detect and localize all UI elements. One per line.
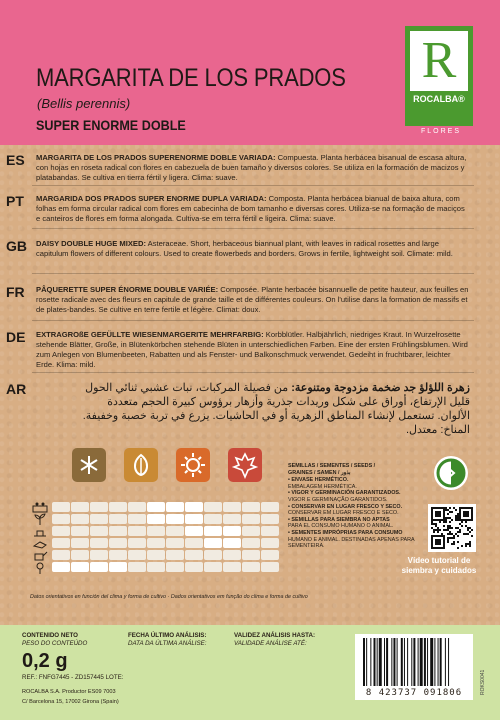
seeds-heading-2: GRAINES / SAMEN / بذور [288,469,351,476]
barcode-bar [379,638,382,686]
calendar-cell [166,514,184,524]
calendar-cell [223,550,241,560]
product-title: MARGARITA DE LOS PRADOS [36,64,346,92]
sowing-calendar [32,448,280,583]
calendar-cell [90,526,108,536]
calendar-cell [71,538,89,548]
sun-icon [176,448,210,482]
calendar-cell [128,562,146,572]
lang-title: زهرة اللؤلؤ جد ضخمة مزدوجة ومتنوعة: [291,382,470,394]
barcode-bar [424,638,426,686]
barcode-bar [386,638,388,686]
logo-letter: R [421,32,457,89]
barcode-bar [401,638,403,686]
calendar-cell [185,562,203,572]
lang-body: من فصيلة المركبات، نبات عشبي ثنائي الحول قليل الإرتفاع، أوراق على شكل وريدات جذرية وأزهار برؤوس كبيرة الحجم متعددة الألوان. تستعمل لإنشاء المناطق الزهرية أو في الحاشيات. يزرع في تربة خصبة وخفيفة. المناخ: معتدل. [82,382,470,436]
lang-description [36,194,470,224]
seeds-item: • CONSERVAR EN LUGAR FRESCO Y SECO. CONSERVAR EM LUGAR FRESCO E SECO. [288,503,403,517]
calendar-cell [204,562,222,572]
lot-ref: REF.: FNFG7445 - ZD157445 LOTE: [22,674,124,681]
calendar-cell [90,550,108,560]
calendar-cell [109,538,127,548]
summer-box [176,448,210,482]
calendar-cell [90,502,108,512]
calendar-cell [109,514,127,524]
logo-brand: ROCALBA® [413,94,465,104]
calendar-cell [261,514,279,524]
calendar-cell [166,538,184,548]
orientation-note: Datos orientativos en función del clima y forma de cultivo · Dados orientativos em função do clima e forma de cultivo [30,594,308,600]
validity-label-pt: VALIDADE ANÁLISE ATÉ: [234,639,307,647]
qr-code-icon [428,504,476,552]
barcode-bar [430,638,433,686]
barcode-bar [438,638,439,686]
calendar-cell [261,562,279,572]
last-analysis-block [128,632,207,647]
net-content-label: CONTENIDO NETO [22,632,78,639]
calendar-cell [166,562,184,572]
divider [32,273,474,274]
calendar-cell [52,526,70,536]
calendar-cell [204,502,222,512]
calendar-cell [128,514,146,524]
barcode-bar [420,638,423,686]
lang-code: DE [6,329,26,345]
leaf-icon [124,448,158,482]
calendar-cell [185,550,203,560]
barcode-bar [370,638,371,686]
calendar-cell [128,550,146,560]
calendar-cell [90,562,108,572]
lang-body: Compuesta. Planta herbácea bisanual de escasa altura, con hojas en roseta radical con flores en cabezuela de buen tamaño y diversos colores. Se utiliza en la formación de macizos y platabandas. Se cultiva en tierra fértil y ligera. Clima: suave. [36,153,467,182]
lang-title: DAISY DOUBLE HUGE MIXED: [36,239,146,248]
validity-label: VALIDEZ ANÁLISIS HASTA: [234,632,316,639]
calendar-cell [147,550,165,560]
divider [32,372,474,373]
calendar-cell [147,526,165,536]
net-weight: 0,2 g [22,650,68,672]
seeds-item: • ENVASE HERMÉTICO. EMBALAGEM HERMÉTICA. [288,477,357,490]
calendar-cell [223,514,241,524]
side-code: ROKS0041 [480,669,486,695]
lang-body: Korbblütler. Halbjährlich, niedriges Kraut. In Wurzelrosette stehende Blätter, Große, in Blütenkörbchen stehende Blüten in unterschiedlichen Farben. Eine der ersten Frühlingsblumen. Wird zum Anlegen von Blumenbeeten, Rabatten und als Fenster- und Balkonschmuck verwendet. Gedeiht in fruchtbarer, leichter Erde. Klima: mild. [36,330,468,369]
calendar-cell [242,550,260,560]
calendar-cell [109,526,127,536]
net-content-block [22,632,87,647]
video-qr-code[interactable] [428,504,476,552]
last-analysis-label-pt: DATA DA ÚLTIMA ANÁLISE: [128,639,207,647]
calendar-cell [185,538,203,548]
calendar-cell [52,562,70,572]
lang-body: Composée. Plante herbacée bisannuelle de petite hauteur, aux feuilles en rosette radicale avec des fleurs en capitule de grande taille et de différentes couleurs. On l'utilise dans la formation de massifs et de plates-bandes. Se cultive en terre fertile et légère. Climat: doux. [36,285,469,314]
barcode-bar [374,638,376,686]
calendar-cell [71,526,89,536]
calendar-cell [261,502,279,512]
recycling-logo [434,456,468,490]
barcode-bar [445,638,446,686]
calendar-cell [90,538,108,548]
barcode-bar [366,638,367,686]
company-address: C/ Barcelona 15, 17002 Girona (Spain) [22,699,119,705]
calendar-cell [52,514,70,524]
calendar-cell [204,550,222,560]
lang-description [36,285,470,315]
lang-body: Composta. Planta herbácea bianual de baixa altura, com folhas em forma circular radical com flores em cabecinha de bom tamanho e diversas cores. Utiliza-se na formação de maciços e canteiros de flores em forma alongada. Cultiva-se em terra fértil e ligeira. Clima: suave. [36,194,465,223]
calendar-cell [90,514,108,524]
lang-code: PT [6,193,24,209]
calendar-cell [185,514,203,524]
variety-name: SUPER ENORME DOBLE [36,117,186,133]
lang-body: Asteraceae. Short, herbaceous biannual plant, with leaves in radical rosettes and large capitulum flowers of different colours. Used to create flowerbeds and borders. Grows in fertile, lightweight soil. Climate: mild. [36,239,453,258]
calendar-cell [147,538,165,548]
calendar-cell [128,502,146,512]
calendar-cell [261,550,279,560]
divider [32,228,474,229]
barcode-bar [393,638,395,686]
spring-box [124,448,158,482]
lang-code: ES [6,152,25,168]
calendar-cell [109,550,127,560]
autumn-box [228,448,262,482]
green-dot-icon [434,456,468,490]
calendar-cell [52,538,70,548]
calendar-cell [166,550,184,560]
lang-description [36,153,470,183]
calendar-cell [109,562,127,572]
calendar-cell [71,502,89,512]
net-content-label-pt: PESO DO CONTEÚDO [22,639,88,647]
flowering-icon [32,560,48,574]
calendar-cell [242,514,260,524]
barcode-bar [434,638,435,686]
lang-title: MARGARIDA DOS PRADOS SUPER ENORME DUPLA VARIADA: [36,194,267,203]
calendar-cell [242,502,260,512]
calendar-cell [223,502,241,512]
calendar-cell [147,502,165,512]
calendar-cell [223,526,241,536]
calendar-cell [52,550,70,560]
barcode-bar [397,638,398,686]
barcode-bar [427,638,428,686]
snowflake-icon [72,448,106,482]
calendar-cell [147,514,165,524]
barcode-bar [418,638,419,686]
lang-code: FR [6,284,25,300]
lang-description [36,239,470,259]
barcode-number: 8 423737 091806 [365,688,463,698]
validity-block [234,632,315,647]
lang-title: MARGARITA DE LOS PRADOS SUPERENORME DOBLE VARIADA: [36,153,276,162]
calendar-cell [204,538,222,548]
calendar-cell [223,538,241,548]
barcode-bar [413,638,415,686]
video-tutorial-label: Vídeo tutorial de siembra y cuidados [401,556,477,575]
barcode-bar [407,638,408,686]
seeds-heading: SEMILLAS / SEMENTES / SEEDS / [288,463,376,469]
calendar-cell [147,562,165,572]
lang-title: PÂQUERETTE SUPER ÉNORME DOUBLE VARIÉE: [36,285,219,294]
winter-box [72,448,106,482]
seeds-item: • VIGOR Y GERMINACIÓN GARANTIZADOS. VIGOR E GERMINAÇÃO GARANTIDOS. [288,490,401,503]
barcode-bar [404,638,405,686]
seeds-info [288,463,428,550]
calendar-cell [242,562,260,572]
calendar-cell [223,562,241,572]
seeds-item: • SEMENTES IMPRÓPRIAS PARA CONSUMO HUMANO E ANIMAL. DESTINADAS APENAS PARA SEMENTEIRA. [288,529,415,550]
lang-code: GB [6,238,27,254]
calendar-cell [204,514,222,524]
calendar-cell [166,502,184,512]
barcode-bar [384,638,385,686]
lang-description [36,330,470,370]
calendar-cell [71,562,89,572]
seeds-item: • SEMILLAS PARA SIEMBRA NO APTAS PARA EL CONSUMO HUMANO O ANIMAL. [288,516,394,530]
barcode-bar [391,638,392,686]
barcode-bar [363,638,365,686]
latin-name: (Bellis perennis) [37,96,131,111]
divider [32,185,474,186]
barcode-bar [411,638,412,686]
barcode-bar [448,638,449,686]
company-line-1: ROCALBA S.A. Productor ES09 7003 [22,689,116,695]
rocalba-logo [405,26,473,126]
lang-code: AR [6,381,27,397]
calendar-cell [185,502,203,512]
calendar-cell [261,538,279,548]
maple-leaf-icon [228,448,262,482]
barcode-bars [355,634,473,688]
last-analysis-label: FECHA ÚLTIMO ANÁLISIS: [128,632,207,639]
divider [32,320,474,321]
calendar-cell [128,538,146,548]
lang-description [78,381,470,437]
calendar-cell [109,502,127,512]
barcode-bar [377,638,378,686]
logo-tagline: FLORES [420,128,461,135]
calendar-cell [71,514,89,524]
calendar-cell [128,526,146,536]
barcode-bar [440,638,442,686]
calendar-cell [204,526,222,536]
ean-barcode [355,634,473,700]
calendar-cell [71,550,89,560]
calendar-cell [52,502,70,512]
calendar-cell [261,526,279,536]
calendar-cell [166,526,184,536]
lang-title: EXTRAGROßE GEFÜLLTE WIESENMARGERITE MEHRFARBIG: [36,330,264,339]
calendar-cell [185,526,203,536]
calendar-cell [242,526,260,536]
calendar-cell [242,538,260,548]
